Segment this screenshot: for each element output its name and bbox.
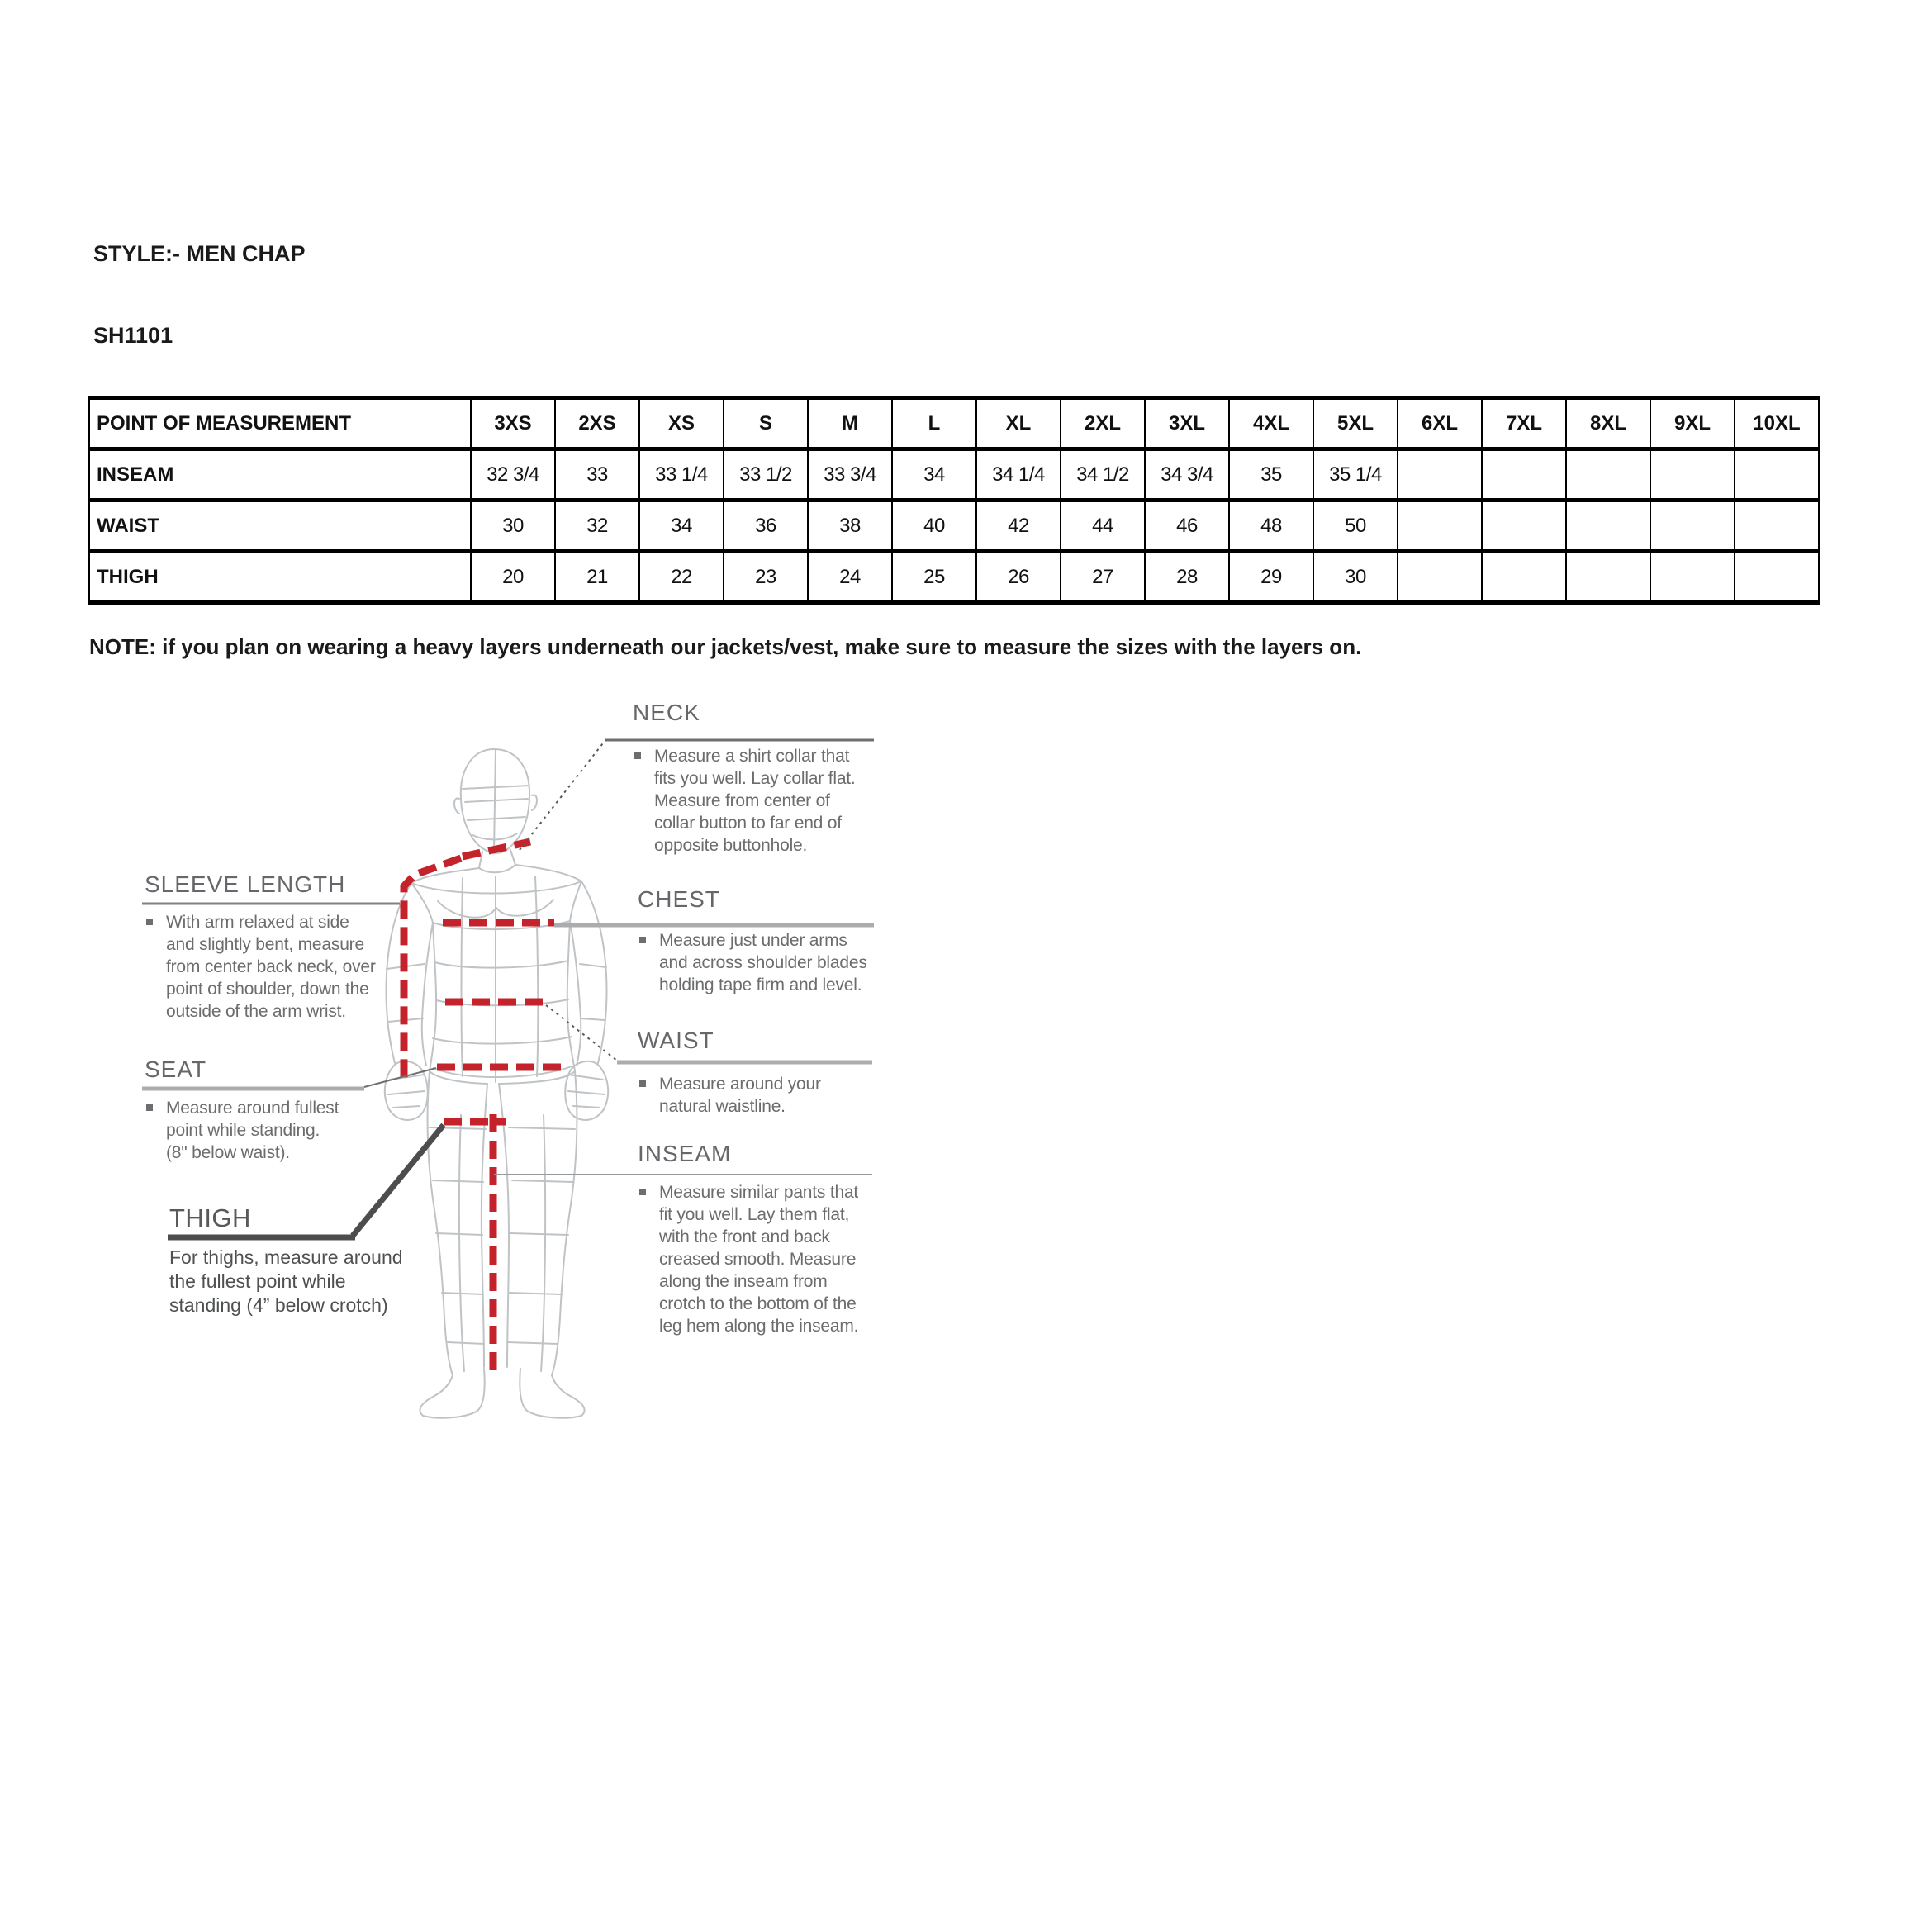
bullet-icon: [146, 1104, 153, 1111]
bullet-icon: [639, 937, 646, 943]
column-header-size: 3XL: [1145, 398, 1229, 449]
inseam-instruction-line: Measure similar pants that: [659, 1183, 859, 1202]
column-header-size: 2XL: [1061, 398, 1145, 449]
size-value-cell: 42: [976, 501, 1061, 552]
inseam-instruction-line: crotch to the bottom of the: [659, 1294, 857, 1313]
thigh-section: [169, 1204, 403, 1317]
column-header-size: 7XL: [1482, 398, 1566, 449]
chest-section: [638, 887, 867, 996]
waist-instruction-line: natural waistline.: [659, 1097, 786, 1116]
sleeve-length-instructions: [145, 911, 376, 1023]
size-value-cell: 21: [555, 552, 639, 603]
size-value-cell: 34: [639, 501, 724, 552]
neck-instruction-line: Measure a shirt collar that: [654, 747, 850, 766]
size-value-cell: 33 3/4: [808, 449, 892, 501]
waist-instruction-line: Measure around your: [659, 1075, 821, 1094]
bullet-icon: [634, 752, 641, 759]
size-value-cell: [1398, 501, 1482, 552]
measurement-diagram: [83, 694, 909, 1487]
size-value-cell: [1735, 449, 1819, 501]
column-header-size: XL: [976, 398, 1061, 449]
table-row: [89, 501, 1819, 552]
product-code: SH1101: [93, 323, 173, 348]
column-header-size: 5XL: [1313, 398, 1398, 449]
neck-instruction-line: Measure from center of: [654, 791, 830, 810]
size-value-cell: 20: [471, 552, 555, 603]
size-value-cell: 34 3/4: [1145, 449, 1229, 501]
thigh-heading: THIGH: [169, 1203, 251, 1232]
size-value-cell: 27: [1061, 552, 1145, 603]
size-value-cell: [1650, 501, 1735, 552]
chest-heading: CHEST: [638, 886, 720, 912]
waist-heading: WAIST: [638, 1028, 714, 1053]
inseam-instruction-line: leg hem along the inseam.: [659, 1317, 859, 1336]
seat-instruction-line: (8" below waist).: [166, 1143, 290, 1162]
size-value-cell: [1482, 449, 1566, 501]
size-value-cell: [1735, 501, 1819, 552]
column-header-point-of-measurement: POINT OF MEASUREMENT: [89, 398, 471, 449]
column-header-size: M: [808, 398, 892, 449]
size-table-body: [89, 449, 1819, 603]
neck-heading: NECK: [633, 700, 700, 725]
inseam-instruction-line: creased smooth. Measure: [659, 1250, 857, 1269]
size-table: [88, 396, 1820, 605]
size-value-cell: 35 1/4: [1313, 449, 1398, 501]
chest-instruction-line: holding tape firm and level.: [659, 975, 862, 994]
neck-instructions: [633, 745, 856, 857]
note-text: NOTE: if you plan on wearing a heavy layers underneath our jackets/vest, make sure to measure the sizes with the layers on.: [89, 634, 1362, 659]
column-header-size: 2XS: [555, 398, 639, 449]
chest-instructions: [638, 929, 867, 996]
row-label: INSEAM: [89, 449, 471, 501]
size-value-cell: [1482, 552, 1566, 603]
chest-instruction-line: Measure just under arms: [659, 931, 847, 950]
table-row: [89, 552, 1819, 603]
size-value-cell: [1566, 449, 1650, 501]
size-value-cell: 32 3/4: [471, 449, 555, 501]
sleeve-length-section: [145, 872, 376, 1023]
bullet-icon: [639, 1080, 646, 1087]
table-row: [89, 449, 1819, 501]
inseam-instructions: [638, 1181, 858, 1337]
size-value-cell: 48: [1229, 501, 1313, 552]
column-header-size: XS: [639, 398, 724, 449]
row-label: WAIST: [89, 501, 471, 552]
neck-instruction-line: opposite buttonhole.: [654, 836, 808, 855]
size-value-cell: 30: [1313, 552, 1398, 603]
sleeve_length-instruction-line: point of shoulder, down the: [166, 980, 369, 999]
thigh-instruction-line: the fullest point while: [169, 1270, 346, 1292]
column-header-size: S: [724, 398, 808, 449]
inseam-heading: INSEAM: [638, 1141, 732, 1166]
size-value-cell: 29: [1229, 552, 1313, 603]
neck-instruction-line: collar button to far end of: [654, 814, 842, 833]
column-header-size: 4XL: [1229, 398, 1313, 449]
page-title: STYLE:- MEN CHAP: [93, 241, 306, 266]
size-value-cell: 38: [808, 501, 892, 552]
size-value-cell: 28: [1145, 552, 1229, 603]
row-label: THIGH: [89, 552, 471, 603]
inseam-instruction-line: along the inseam from: [659, 1272, 828, 1291]
seat-instruction-line: point while standing.: [166, 1121, 320, 1140]
waist-instructions: [638, 1073, 821, 1118]
size-value-cell: 24: [808, 552, 892, 603]
size-value-cell: 33: [555, 449, 639, 501]
inseam-section: [638, 1142, 858, 1337]
size-value-cell: [1650, 449, 1735, 501]
size-value-cell: 26: [976, 552, 1061, 603]
seat-heading: SEAT: [145, 1056, 207, 1082]
thigh-instruction-line: standing (4” below crotch): [169, 1294, 388, 1316]
size-value-cell: 35: [1229, 449, 1313, 501]
column-header-size: 9XL: [1650, 398, 1735, 449]
size-value-cell: 50: [1313, 501, 1398, 552]
size-value-cell: [1735, 552, 1819, 603]
size-value-cell: 32: [555, 501, 639, 552]
chest-instruction-line: and across shoulder blades: [659, 953, 867, 972]
seat-section: [145, 1057, 339, 1164]
size-value-cell: [1566, 552, 1650, 603]
sleeve-length-heading: SLEEVE LENGTH: [145, 871, 346, 897]
size-value-cell: 46: [1145, 501, 1229, 552]
thigh-instructions: [169, 1246, 403, 1317]
header-row: [89, 398, 1819, 449]
size-value-cell: 25: [892, 552, 976, 603]
seat-instruction-line: Measure around fullest: [166, 1099, 339, 1118]
sleeve_length-instruction-line: outside of the arm wrist.: [166, 1002, 346, 1021]
column-header-size: L: [892, 398, 976, 449]
size-value-cell: [1650, 552, 1735, 603]
size-value-cell: 40: [892, 501, 976, 552]
column-header-size: 10XL: [1735, 398, 1819, 449]
waist-section: [638, 1028, 821, 1118]
sleeve_length-instruction-line: and slightly bent, measure: [166, 935, 364, 954]
size-value-cell: [1398, 449, 1482, 501]
bullet-icon: [639, 1189, 646, 1195]
size-value-cell: 33 1/4: [639, 449, 724, 501]
size-value-cell: [1398, 552, 1482, 603]
bullet-icon: [146, 919, 153, 925]
inseam-instruction-line: with the front and back: [659, 1227, 830, 1246]
size-value-cell: 44: [1061, 501, 1145, 552]
size-value-cell: [1482, 501, 1566, 552]
size-value-cell: 33 1/2: [724, 449, 808, 501]
column-header-size: 8XL: [1566, 398, 1650, 449]
size-value-cell: 30: [471, 501, 555, 552]
size-value-cell: 34 1/4: [976, 449, 1061, 501]
column-header-size: 3XS: [471, 398, 555, 449]
size-value-cell: 34: [892, 449, 976, 501]
sleeve_length-instruction-line: With arm relaxed at side: [166, 913, 349, 932]
seat-instructions: [145, 1097, 339, 1164]
neck-instruction-line: fits you well. Lay collar flat.: [654, 769, 856, 788]
thigh-instruction-line: For thighs, measure around: [169, 1246, 403, 1268]
neck-section: [633, 700, 856, 857]
size-table-header: [89, 398, 1819, 449]
inseam-instruction-line: fit you well. Lay them flat,: [659, 1205, 850, 1224]
size-value-cell: 36: [724, 501, 808, 552]
size-value-cell: 23: [724, 552, 808, 603]
size-value-cell: 22: [639, 552, 724, 603]
sleeve_length-instruction-line: from center back neck, over: [166, 957, 376, 976]
size-value-cell: [1566, 501, 1650, 552]
size-value-cell: 34 1/2: [1061, 449, 1145, 501]
column-header-size: 6XL: [1398, 398, 1482, 449]
